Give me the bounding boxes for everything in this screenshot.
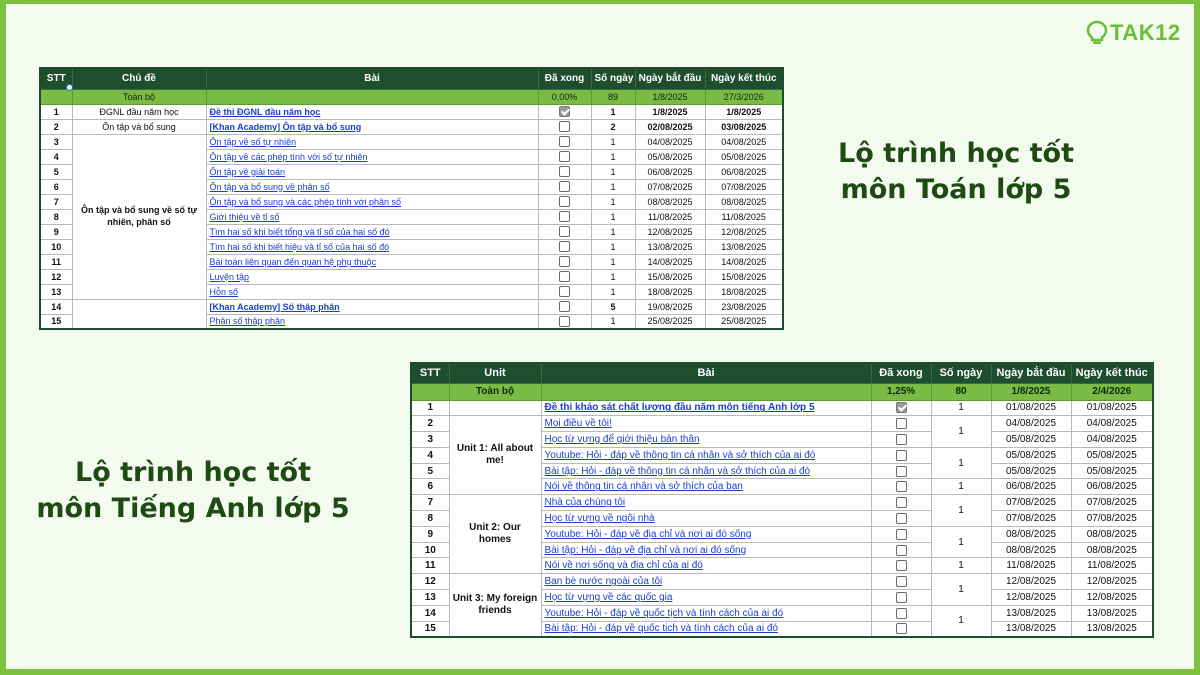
math-roadmap-table: [39, 67, 784, 330]
checkbox[interactable]: [559, 136, 570, 147]
done-cell: [538, 284, 591, 299]
stt-cell[interactable]: 3: [40, 134, 72, 149]
stt-cell[interactable]: 15: [411, 621, 449, 637]
checkbox[interactable]: [559, 286, 570, 297]
days-cell[interactable]: 2: [591, 119, 635, 134]
checkbox[interactable]: [559, 316, 570, 327]
table-row: [411, 495, 1153, 511]
checkbox[interactable]: [559, 256, 570, 267]
checkbox[interactable]: [896, 450, 907, 461]
lesson-link[interactable]: Nhà của chúng tôi: [541, 495, 871, 511]
stt-cell[interactable]: 1: [40, 104, 72, 119]
summary-label[interactable]: Toàn bộ: [449, 383, 541, 400]
checkbox[interactable]: [559, 211, 570, 222]
days-cell[interactable]: 1: [591, 224, 635, 239]
table-row: [40, 134, 783, 149]
lesson-link[interactable]: Bài tập: Hỏi - đáp về quốc tịch và tính cách của ai đó: [541, 621, 871, 637]
start-date-cell[interactable]: 19/08/2025: [635, 299, 705, 314]
days-cell[interactable]: 1: [591, 254, 635, 269]
done-cell: [871, 542, 931, 558]
start-date-cell[interactable]: 11/08/2025: [635, 209, 705, 224]
lesson-link[interactable]: Phân số thập phân: [206, 314, 538, 329]
days-cell[interactable]: 1: [931, 479, 991, 495]
done-cell: [538, 314, 591, 329]
done-cell: [538, 104, 591, 119]
stt-cell[interactable]: 7: [40, 194, 72, 209]
summary-days[interactable]: 80: [931, 383, 991, 400]
checkbox[interactable]: [896, 466, 907, 477]
col-header-unit[interactable]: Unit: [449, 363, 541, 383]
done-cell: [538, 149, 591, 164]
days-cell[interactable]: 1: [931, 400, 991, 416]
col-header-done[interactable]: Đã xong: [871, 363, 931, 383]
stt-cell[interactable]: 14: [411, 605, 449, 621]
start-date-cell[interactable]: 02/08/2025: [635, 119, 705, 134]
done-cell: [538, 239, 591, 254]
stt-cell[interactable]: 1: [411, 400, 449, 416]
summary-start[interactable]: 1/8/2025: [991, 383, 1071, 400]
days-cell[interactable]: 1: [591, 164, 635, 179]
start-date-cell[interactable]: 05/08/2025: [991, 447, 1071, 463]
end-date-cell[interactable]: 07/08/2025: [705, 179, 783, 194]
end-date-cell[interactable]: 12/08/2025: [1071, 590, 1153, 606]
start-date-cell[interactable]: 05/08/2025: [991, 463, 1071, 479]
days-cell[interactable]: 1: [931, 495, 991, 527]
lesson-link[interactable]: Học từ vựng để giới thiệu bản thân: [541, 432, 871, 448]
checkbox[interactable]: [896, 434, 907, 445]
lesson-link[interactable]: Học từ vựng về ngôi nhà: [541, 511, 871, 527]
summary-end[interactable]: 2/4/2026: [1071, 383, 1153, 400]
math-heading: [826, 136, 1086, 209]
end-date-cell[interactable]: 01/08/2025: [1071, 400, 1153, 416]
col-header-start[interactable]: Ngày bắt đầu: [991, 363, 1071, 383]
lesson-link[interactable]: Luyện tập: [206, 269, 538, 284]
checkbox[interactable]: [896, 529, 907, 540]
start-date-cell[interactable]: 15/08/2025: [635, 269, 705, 284]
end-date-cell[interactable]: 12/08/2025: [705, 224, 783, 239]
days-cell[interactable]: 1: [591, 314, 635, 329]
stt-cell[interactable]: 9: [40, 224, 72, 239]
stt-cell[interactable]: 11: [40, 254, 72, 269]
lesson-link[interactable]: Youtube: Hỏi - đáp về quốc tịch và tính cách của ai đó: [541, 605, 871, 621]
end-date-cell[interactable]: 04/08/2025: [1071, 416, 1153, 432]
done-cell: [538, 254, 591, 269]
done-cell: [538, 194, 591, 209]
days-cell[interactable]: 1: [591, 149, 635, 164]
lesson-link[interactable]: Ôn tập về các phép tính với số tự nhiên: [206, 149, 538, 164]
col-header-topic[interactable]: Chủ đề: [72, 68, 206, 89]
lesson-link[interactable]: Youtube: Hỏi - đáp về thông tin cá nhân và sở thích của ai đó: [541, 447, 871, 463]
end-date-cell[interactable]: 05/08/2025: [1071, 463, 1153, 479]
done-cell: [538, 134, 591, 149]
days-cell[interactable]: 1: [591, 209, 635, 224]
end-date-cell[interactable]: 05/08/2025: [1071, 447, 1153, 463]
done-cell: [871, 400, 931, 416]
lesson-link[interactable]: [Khan Academy] Số thập phân: [206, 299, 538, 314]
col-header-days[interactable]: Số ngày: [931, 363, 991, 383]
checkbox[interactable]: [559, 196, 570, 207]
done-cell: [871, 621, 931, 637]
lesson-link[interactable]: [Khan Academy] Ôn tập và bổ sung: [206, 119, 538, 134]
stt-cell[interactable]: 11: [411, 558, 449, 574]
summary-days[interactable]: 89: [591, 89, 635, 104]
stt-cell[interactable]: 4: [411, 447, 449, 463]
brand-name: TAK12: [1110, 20, 1181, 45]
stt-cell[interactable]: 2: [411, 416, 449, 432]
end-date-cell[interactable]: 08/08/2025: [1071, 526, 1153, 542]
start-date-cell[interactable]: 14/08/2025: [635, 254, 705, 269]
end-date-cell[interactable]: 18/08/2025: [705, 284, 783, 299]
table-row: [411, 416, 1153, 432]
lesson-link[interactable]: Nói về thông tin cá nhân và sở thích của bạn: [541, 479, 871, 495]
stt-cell[interactable]: 6: [40, 179, 72, 194]
english-heading-line2: môn Tiếng Anh lớp 5: [36, 493, 350, 525]
checkbox-checked[interactable]: [559, 106, 570, 117]
summary-done[interactable]: 0,00%: [538, 89, 591, 104]
done-cell: [871, 463, 931, 479]
start-date-cell[interactable]: 07/08/2025: [991, 511, 1071, 527]
col-header-stt[interactable]: STT: [40, 68, 72, 89]
start-date-cell[interactable]: 1/8/2025: [635, 104, 705, 119]
end-date-cell[interactable]: 06/08/2025: [1071, 479, 1153, 495]
end-date-cell[interactable]: 07/08/2025: [1071, 495, 1153, 511]
table-row: [411, 400, 1153, 416]
cell-selection-handle[interactable]: [66, 84, 73, 91]
checkbox[interactable]: [896, 497, 907, 508]
start-date-cell[interactable]: 04/08/2025: [991, 416, 1071, 432]
done-cell: [871, 590, 931, 606]
header-row: [40, 68, 783, 89]
end-date-cell[interactable]: 11/08/2025: [1071, 558, 1153, 574]
lesson-link[interactable]: Học từ vựng về các quốc gia: [541, 590, 871, 606]
days-cell[interactable]: 1: [591, 134, 635, 149]
done-cell: [871, 511, 931, 527]
topic-cell[interactable]: Ôn tập và bổ sung về số tự nhiên, phân số: [72, 134, 206, 299]
stt-cell[interactable]: 7: [411, 495, 449, 511]
days-cell[interactable]: 1: [591, 269, 635, 284]
stt-cell[interactable]: 9: [411, 526, 449, 542]
done-cell: [538, 224, 591, 239]
checkbox-checked[interactable]: [896, 402, 907, 413]
col-header-done[interactable]: Đã xong: [538, 68, 591, 89]
end-date-cell[interactable]: 11/08/2025: [705, 209, 783, 224]
summary-start[interactable]: 1/8/2025: [635, 89, 705, 104]
english-roadmap-table: [410, 362, 1154, 638]
summary-row: [40, 89, 783, 104]
days-cell[interactable]: 1: [931, 558, 991, 574]
end-date-cell[interactable]: 08/08/2025: [1071, 542, 1153, 558]
done-cell: [538, 299, 591, 314]
end-date-cell[interactable]: 13/08/2025: [1071, 621, 1153, 637]
topic-cell[interactable]: [72, 299, 206, 329]
checkbox[interactable]: [896, 592, 907, 603]
days-cell[interactable]: 1: [931, 526, 991, 558]
done-cell: [871, 558, 931, 574]
stt-cell[interactable]: 6: [411, 479, 449, 495]
lesson-link[interactable]: Bài tập: Hỏi - đáp về thông tin cá nhân và sở thích của ai đó: [541, 463, 871, 479]
start-date-cell[interactable]: 11/08/2025: [991, 558, 1071, 574]
col-header-lesson[interactable]: Bài: [541, 363, 871, 383]
end-date-cell[interactable]: 04/08/2025: [1071, 432, 1153, 448]
checkbox[interactable]: [896, 513, 907, 524]
days-cell[interactable]: 1: [931, 605, 991, 637]
done-cell: [871, 574, 931, 590]
end-date-cell[interactable]: 03/08/2025: [705, 119, 783, 134]
start-date-cell[interactable]: 12/08/2025: [991, 574, 1071, 590]
done-cell: [538, 269, 591, 284]
done-cell: [871, 447, 931, 463]
lesson-link[interactable]: Ôn tập về số tự nhiên: [206, 134, 538, 149]
checkbox[interactable]: [896, 623, 907, 634]
done-cell: [538, 209, 591, 224]
end-date-cell[interactable]: 1/8/2025: [705, 104, 783, 119]
table-row: [40, 104, 783, 119]
done-cell: [871, 479, 931, 495]
lesson-link[interactable]: Tìm hai số khi biết hiệu và tỉ số của hai số đó: [206, 239, 538, 254]
checkbox[interactable]: [896, 608, 907, 619]
lesson-link[interactable]: Giới thiệu về tỉ số: [206, 209, 538, 224]
checkbox[interactable]: [559, 181, 570, 192]
lesson-link[interactable]: Đề thi ĐGNL đầu năm học: [206, 104, 538, 119]
lesson-link[interactable]: Ôn tập và bổ sung về phân số: [206, 179, 538, 194]
stt-cell[interactable]: 8: [411, 511, 449, 527]
end-date-cell[interactable]: 07/08/2025: [1071, 511, 1153, 527]
col-header-end[interactable]: Ngày kết thúc: [1071, 363, 1153, 383]
col-header-end[interactable]: Ngày kết thúc: [705, 68, 783, 89]
table-row: [411, 574, 1153, 590]
done-cell: [871, 526, 931, 542]
col-header-days[interactable]: Số ngày: [591, 68, 635, 89]
summary-label[interactable]: Toàn bộ: [72, 89, 206, 104]
topic-cell[interactable]: Ôn tập và bổ sung: [72, 119, 206, 134]
topic-cell[interactable]: ĐGNL đầu năm học: [72, 104, 206, 119]
lightbulb-icon: [1086, 20, 1108, 46]
col-header-start[interactable]: Ngày bắt đầu: [635, 68, 705, 89]
lesson-link[interactable]: Tìm hai số khi biết tổng và tỉ số của hai số đó: [206, 224, 538, 239]
stt-cell[interactable]: 10: [411, 542, 449, 558]
done-cell: [871, 495, 931, 511]
end-date-cell[interactable]: 08/08/2025: [705, 194, 783, 209]
stt-cell[interactable]: 15: [40, 314, 72, 329]
checkbox[interactable]: [559, 301, 570, 312]
checkbox[interactable]: [559, 226, 570, 237]
unit-cell[interactable]: Unit 1: All about me!: [449, 416, 541, 495]
checkbox[interactable]: [559, 151, 570, 162]
done-cell: [538, 179, 591, 194]
stt-cell[interactable]: 12: [411, 574, 449, 590]
days-cell[interactable]: 1: [931, 416, 991, 448]
stt-cell[interactable]: 8: [40, 209, 72, 224]
start-date-cell[interactable]: 08/08/2025: [991, 542, 1071, 558]
checkbox[interactable]: [559, 271, 570, 282]
done-cell: [871, 432, 931, 448]
lesson-link[interactable]: Nói về nơi sống và địa chỉ của ai đó: [541, 558, 871, 574]
stt-cell[interactable]: 5: [411, 463, 449, 479]
checkbox[interactable]: [896, 560, 907, 571]
start-date-cell[interactable]: 07/08/2025: [635, 179, 705, 194]
math-heading-line1: Lộ trình học tốt: [837, 138, 1074, 169]
start-date-cell[interactable]: 13/08/2025: [635, 239, 705, 254]
summary-done[interactable]: 1,25%: [871, 383, 931, 400]
days-cell[interactable]: 1: [931, 447, 991, 479]
summary-end[interactable]: 27/3/2026: [705, 89, 783, 104]
start-date-cell[interactable]: 05/08/2025: [991, 432, 1071, 448]
end-date-cell[interactable]: 06/08/2025: [705, 164, 783, 179]
end-date-cell[interactable]: 05/08/2025: [705, 149, 783, 164]
col-header-lesson[interactable]: Bài: [206, 68, 538, 89]
stt-cell[interactable]: 4: [40, 149, 72, 164]
col-header-stt[interactable]: STT: [411, 363, 449, 383]
checkbox[interactable]: [896, 481, 907, 492]
start-date-cell[interactable]: 01/08/2025: [991, 400, 1071, 416]
days-cell[interactable]: 1: [931, 574, 991, 606]
tak12-logo[interactable]: [1086, 18, 1181, 48]
stt-cell[interactable]: 10: [40, 239, 72, 254]
stt-cell[interactable]: 14: [40, 299, 72, 314]
lesson-link[interactable]: Ôn tập về giải toán: [206, 164, 538, 179]
done-cell: [538, 164, 591, 179]
days-cell[interactable]: 1: [591, 284, 635, 299]
checkbox[interactable]: [896, 545, 907, 556]
done-cell: [538, 119, 591, 134]
checkbox[interactable]: [559, 121, 570, 132]
start-date-cell[interactable]: 08/08/2025: [991, 526, 1071, 542]
days-cell[interactable]: 1: [591, 104, 635, 119]
lesson-link[interactable]: Bài tập: Hỏi - đáp về địa chỉ và nơi ai đó sống: [541, 542, 871, 558]
english-heading-line1: Lộ trình học tốt: [74, 457, 311, 488]
math-heading-line2: môn Toán lớp 5: [840, 174, 1072, 206]
start-date-cell[interactable]: 13/08/2025: [991, 621, 1071, 637]
end-date-cell[interactable]: 13/08/2025: [705, 239, 783, 254]
end-date-cell[interactable]: 14/08/2025: [705, 254, 783, 269]
summary-row: [411, 383, 1153, 400]
stt-cell[interactable]: 12: [40, 269, 72, 284]
english-heading: [28, 455, 358, 528]
stt-cell[interactable]: 2: [40, 119, 72, 134]
days-cell[interactable]: 1: [591, 179, 635, 194]
end-date-cell[interactable]: 23/08/2025: [705, 299, 783, 314]
stt-cell[interactable]: 13: [411, 590, 449, 606]
unit-cell[interactable]: Unit 2: Our homes: [449, 495, 541, 574]
start-date-cell[interactable]: 04/08/2025: [635, 134, 705, 149]
days-cell[interactable]: 1: [591, 239, 635, 254]
days-cell[interactable]: 1: [591, 194, 635, 209]
checkbox[interactable]: [559, 241, 570, 252]
table-row: [40, 299, 783, 314]
start-date-cell[interactable]: 25/08/2025: [635, 314, 705, 329]
end-date-cell[interactable]: 25/08/2025: [705, 314, 783, 329]
unit-cell[interactable]: [449, 400, 541, 416]
stt-cell[interactable]: 5: [40, 164, 72, 179]
lesson-link[interactable]: Bài toán liên quan đến quan hệ phụ thuộc: [206, 254, 538, 269]
lesson-link[interactable]: Youtube: Hỏi - đáp về địa chỉ và nơi ai đó sống: [541, 526, 871, 542]
checkbox[interactable]: [559, 166, 570, 177]
start-date-cell[interactable]: 18/08/2025: [635, 284, 705, 299]
lesson-link[interactable]: Hỗn số: [206, 284, 538, 299]
lesson-link[interactable]: Đề thi khảo sát chất lượng đầu năm môn tiếng Anh lớp 5: [541, 400, 871, 416]
end-date-cell[interactable]: 13/08/2025: [1071, 605, 1153, 621]
start-date-cell[interactable]: 06/08/2025: [635, 164, 705, 179]
done-cell: [871, 605, 931, 621]
stt-cell[interactable]: 13: [40, 284, 72, 299]
checkbox[interactable]: [896, 418, 907, 429]
done-cell: [871, 416, 931, 432]
start-date-cell[interactable]: 05/08/2025: [635, 149, 705, 164]
start-date-cell[interactable]: 12/08/2025: [635, 224, 705, 239]
end-date-cell[interactable]: 04/08/2025: [705, 134, 783, 149]
days-cell[interactable]: 5: [591, 299, 635, 314]
table-row: [40, 119, 783, 134]
lesson-link[interactable]: Mọi điều về tôi!: [541, 416, 871, 432]
start-date-cell[interactable]: 13/08/2025: [991, 605, 1071, 621]
start-date-cell[interactable]: 08/08/2025: [635, 194, 705, 209]
end-date-cell[interactable]: 15/08/2025: [705, 269, 783, 284]
unit-cell[interactable]: Unit 3: My foreign friends: [449, 574, 541, 637]
start-date-cell[interactable]: 06/08/2025: [991, 479, 1071, 495]
start-date-cell[interactable]: 12/08/2025: [991, 590, 1071, 606]
lesson-link[interactable]: Ôn tập và bổ sung và các phép tính với phân số: [206, 194, 538, 209]
end-date-cell[interactable]: 12/08/2025: [1071, 574, 1153, 590]
lesson-link[interactable]: Bạn bè nước ngoài của tôi: [541, 574, 871, 590]
checkbox[interactable]: [896, 576, 907, 587]
header-row: [411, 363, 1153, 383]
start-date-cell[interactable]: 07/08/2025: [991, 495, 1071, 511]
stt-cell[interactable]: 3: [411, 432, 449, 448]
